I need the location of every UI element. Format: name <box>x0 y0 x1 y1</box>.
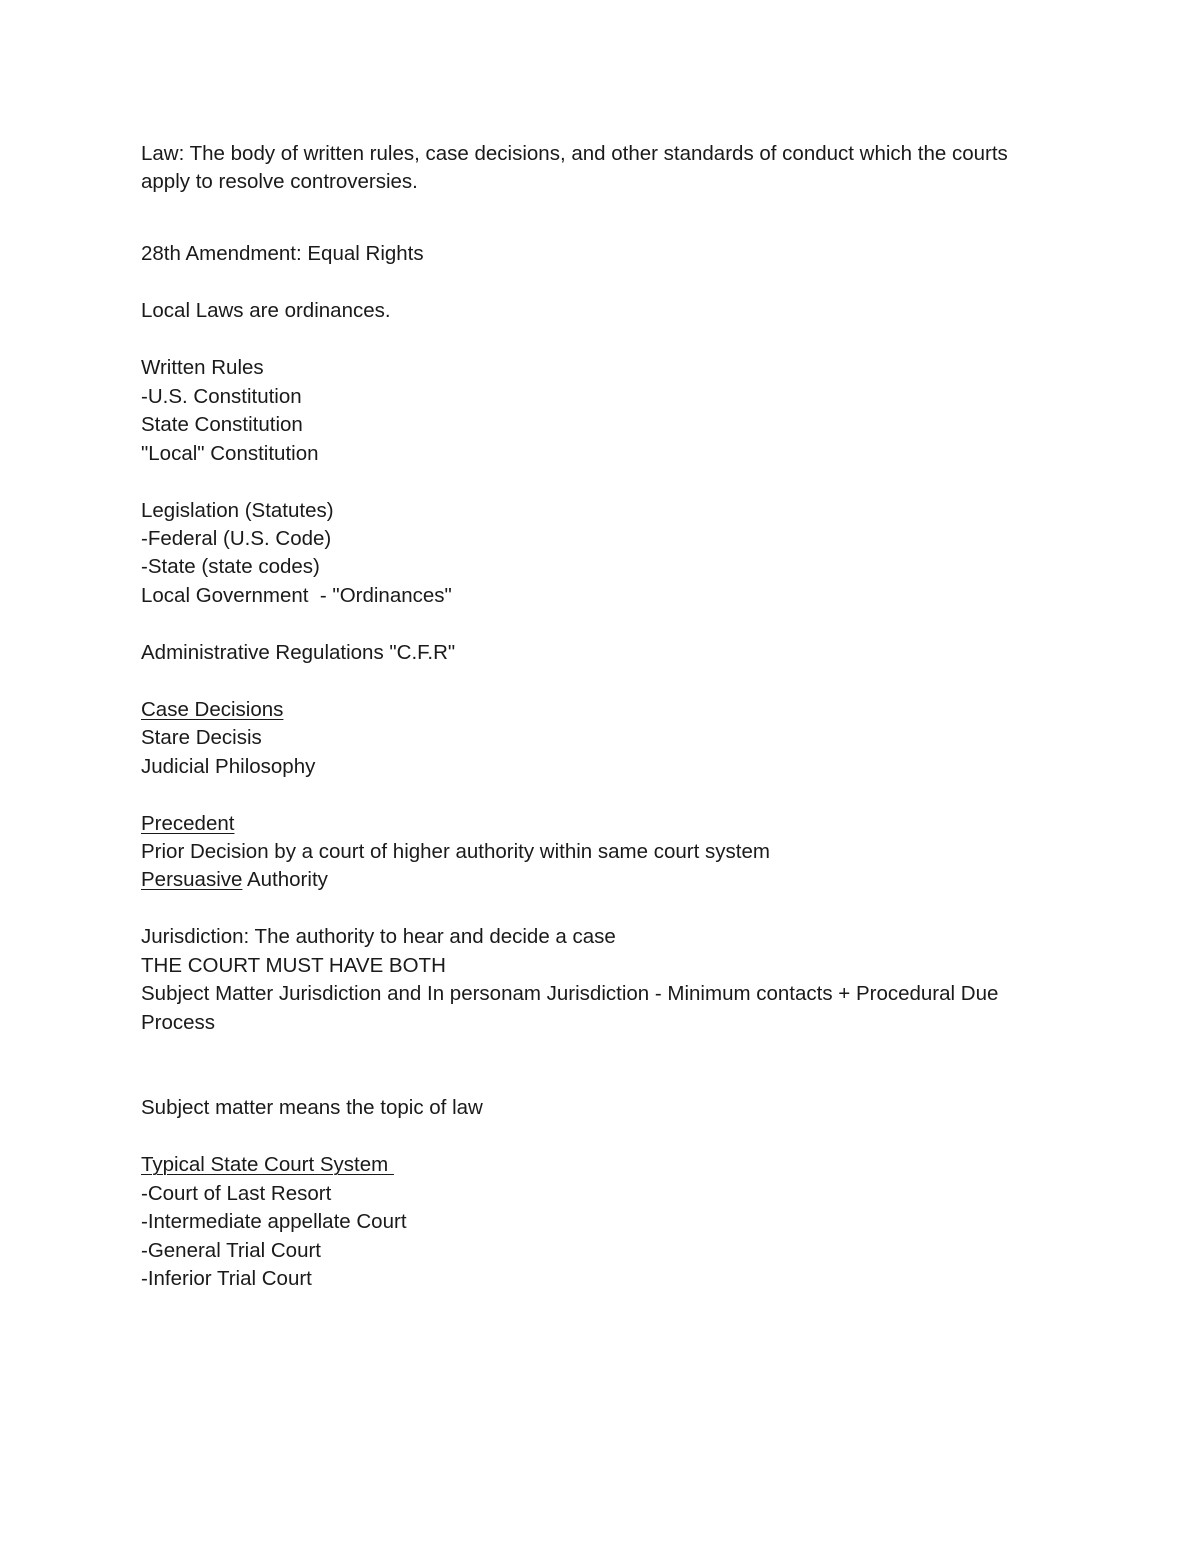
list-item: -U.S. Constitution <box>141 384 302 408</box>
list-item: Judicial Philosophy <box>141 754 316 778</box>
text-line: Prior Decision by a court of higher authority within same court system <box>141 840 770 864</box>
section-heading: Typical State Court System <box>141 1153 394 1177</box>
list-item: "Local" Constitution <box>141 441 319 465</box>
text-line: apply to resolve controversies. <box>141 170 418 194</box>
list-item: -Federal (U.S. Code) <box>141 527 332 551</box>
amendment-line: 28th Amendment: Equal Rights <box>141 242 424 266</box>
text-line: Jurisdiction: The authority to hear and decide a case <box>141 925 616 949</box>
text-line: Subject Matter Jurisdiction and In personam Jurisdiction - Minimum contacts + Procedural Due <box>141 982 999 1006</box>
text-line: Law: The body of written rules, case decisions, and other standards of conduct which the courts <box>141 142 1008 165</box>
text-line: THE COURT MUST HAVE BOTH <box>141 953 446 977</box>
legislation-section <box>141 497 1071 611</box>
text-fragment: Authority <box>242 868 328 892</box>
persuasive-term: Persuasive <box>141 868 243 892</box>
section-title: Written Rules <box>141 356 264 380</box>
section-heading: Precedent <box>141 811 235 835</box>
subject-matter-line: Subject matter means the topic of law <box>141 1096 483 1120</box>
local-laws-line: Local Laws are ordinances. <box>141 299 391 323</box>
list-item: -General Trial Court <box>141 1238 322 1262</box>
text-line: Process <box>141 1010 216 1034</box>
jurisdiction-section <box>141 923 1071 1037</box>
list-item: State Constitution <box>141 413 303 437</box>
list-item: -Court of Last Resort <box>141 1181 332 1205</box>
list-item: -Intermediate appellate Court <box>141 1210 407 1234</box>
state-court-section <box>141 1151 1071 1293</box>
written-rules-section <box>141 354 1071 468</box>
section-title: Legislation (Statutes) <box>141 498 334 522</box>
case-decisions-section <box>141 696 1071 781</box>
list-item: -Inferior Trial Court <box>141 1266 312 1290</box>
admin-regulations-line: Administrative Regulations "C.F.R" <box>141 640 456 664</box>
document-page <box>141 140 1071 1293</box>
precedent-section <box>141 810 1071 895</box>
list-item: -State (state codes) <box>141 555 320 579</box>
list-item: Local Government - "Ordinances" <box>141 583 452 607</box>
list-item: Stare Decisis <box>141 726 262 750</box>
section-heading: Case Decisions <box>141 697 284 721</box>
law-definition <box>141 140 1071 197</box>
